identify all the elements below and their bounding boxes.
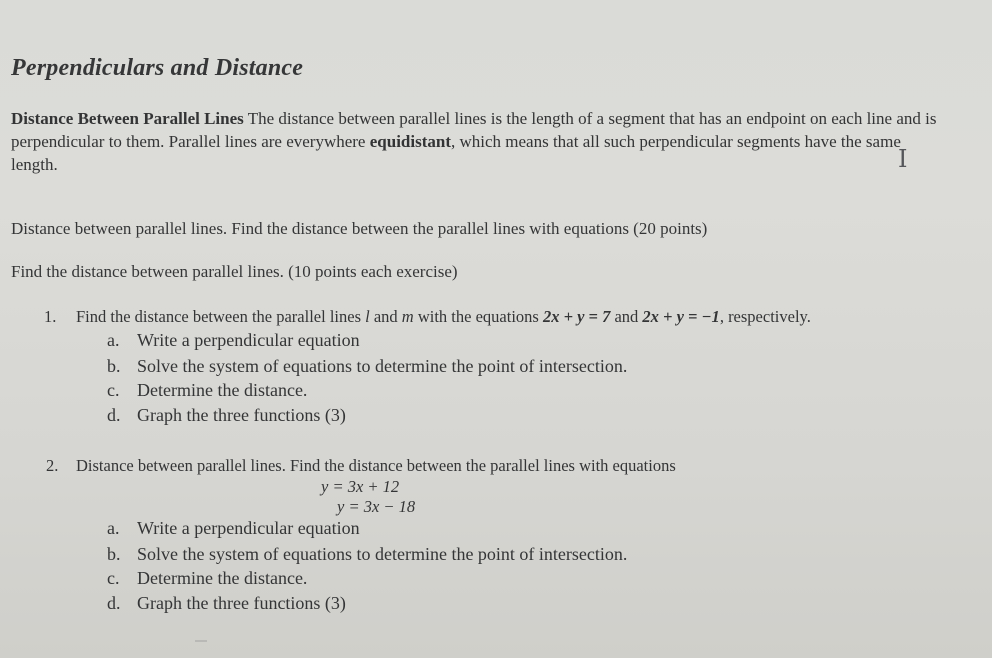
ex1-step-b — [107, 356, 627, 377]
ex1-text-c: and — [610, 307, 643, 326]
ex1-step-d — [107, 405, 346, 426]
step-letter: d. — [107, 593, 121, 613]
intro-text-1: The distance between parallel lines is the length of a segment that has an endpoint on each line and is perpendicular to them. Parallel lines are everywhere — [11, 109, 937, 151]
intro-lead: Distance Between Parallel Lines — [11, 109, 244, 128]
ex1-step-c — [107, 380, 307, 401]
ex1-line-l: l — [365, 307, 370, 326]
step-letter: a. — [107, 518, 120, 538]
ex2-step-c — [107, 568, 307, 589]
ex2-step-b — [107, 544, 627, 565]
step-letter: c. — [107, 568, 120, 588]
exercise-1-prompt — [76, 307, 811, 327]
ex1-step-a — [107, 330, 360, 351]
ex1-line-m: m — [401, 307, 414, 326]
step-letter: b. — [107, 544, 121, 564]
ex2-equation-1: y = 3x + 12 — [321, 477, 400, 496]
ex1-text-d: , respectively. — [719, 307, 811, 326]
ex1-equation-1: 2x + y = 7 — [542, 307, 611, 326]
intro-paragraph — [11, 107, 941, 176]
step-text: Determine the distance. — [137, 380, 308, 400]
ex1-and: and — [369, 307, 402, 326]
page-mark — [195, 640, 207, 642]
step-text: Graph the three functions (3) — [137, 593, 346, 613]
exercise-2-prompt: Distance between parallel lines. Find the distance between the parallel lines with equations — [76, 456, 676, 475]
ex1-text-b: with the equations — [413, 307, 543, 326]
step-text: Write a perpendicular equation — [137, 330, 360, 350]
text-cursor-icon: I — [898, 145, 908, 173]
ex2-equation-2: y = 3x − 18 — [337, 497, 416, 516]
intro-text-2: , which means that all such perpendicular segments have the same length. — [11, 132, 901, 174]
exercise-1-number: 1. — [44, 307, 57, 326]
step-text: Write a perpendicular equation — [137, 518, 360, 538]
ex1-text-a: Find the distance between the parallel lines — [76, 307, 366, 326]
page-title: Perpendiculars and Distance — [11, 55, 304, 81]
step-text: Solve the system of equations to determine the point of intersection. — [137, 544, 628, 564]
section-instruction: Distance between parallel lines. Find the distance between the parallel lines with equations (20 points) — [11, 219, 708, 238]
step-text: Graph the three functions (3) — [137, 405, 346, 425]
step-letter: b. — [107, 356, 121, 376]
step-letter: d. — [107, 405, 121, 425]
ex1-equation-2: 2x + y = −1 — [642, 307, 720, 326]
step-letter: c. — [107, 380, 120, 400]
exercise-instruction: Find the distance between parallel lines. (10 points each exercise) — [11, 262, 458, 281]
exercise-2-number: 2. — [46, 456, 59, 475]
ex2-step-d — [107, 593, 346, 614]
step-letter: a. — [107, 330, 120, 350]
ex2-step-a — [107, 518, 360, 539]
intro-keyword: equidistant — [369, 132, 451, 151]
step-text: Determine the distance. — [137, 568, 308, 588]
step-text: Solve the system of equations to determine the point of intersection. — [137, 356, 628, 376]
